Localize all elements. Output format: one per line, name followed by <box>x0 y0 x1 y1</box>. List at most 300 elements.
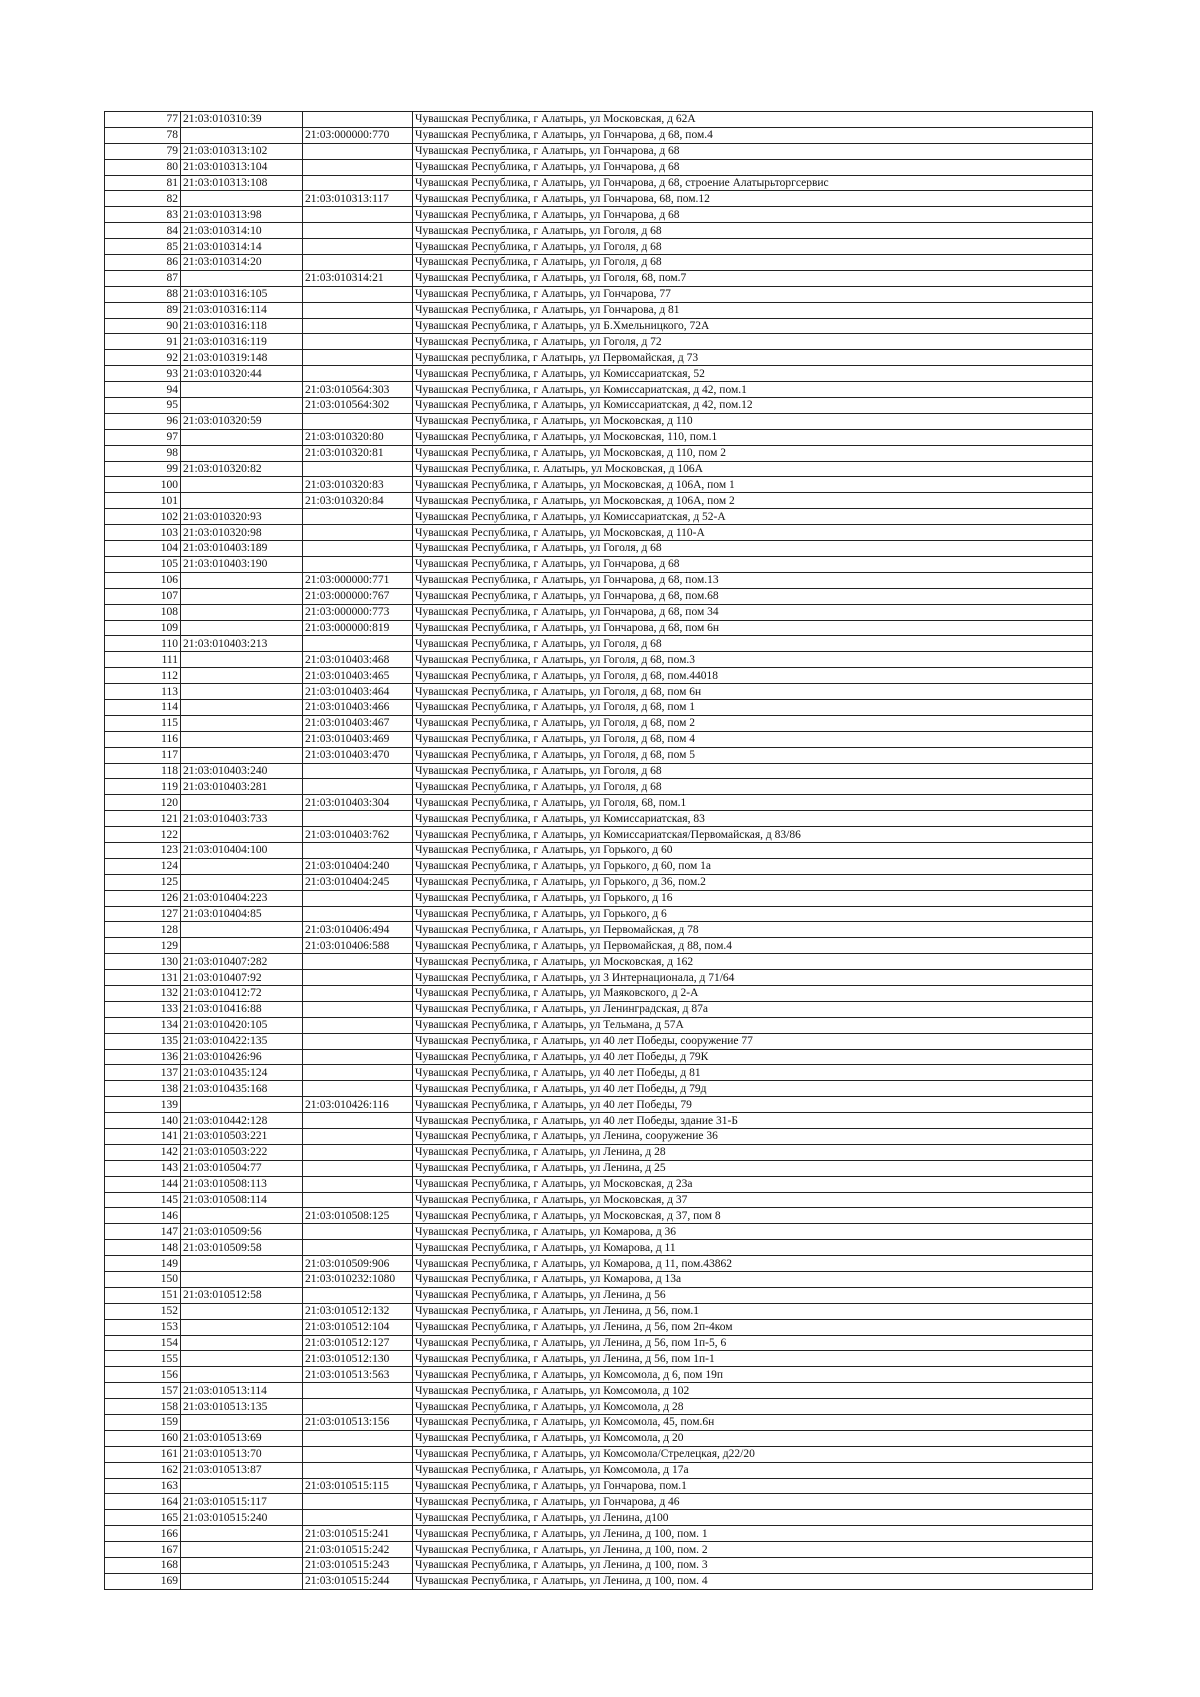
table-row <box>105 1065 1093 1081</box>
table-row <box>105 1430 1093 1446</box>
row-number: 120 <box>105 795 181 811</box>
table-row <box>105 413 1093 429</box>
table-row <box>105 239 1093 255</box>
row-number: 127 <box>105 906 181 922</box>
address-cell: Чувашская Республика, г Алатырь, ул Ленина, сооружение 36 <box>413 1129 1093 1145</box>
row-number: 84 <box>105 223 181 239</box>
address-cell: Чувашская Республика, г Алатырь, ул Комсомола/Стрелецкая, д22/20 <box>413 1446 1093 1462</box>
table-row <box>105 842 1093 858</box>
row-number: 138 <box>105 1081 181 1097</box>
cadastral-number <box>181 1319 303 1335</box>
parent-cadastral-number <box>303 556 413 572</box>
address-cell: Чувашская Республика, г Алатырь, ул Московская, д 110-А <box>413 525 1093 541</box>
address-cell: Чувашская Республика, г Алатырь, ул Горького, д 6 <box>413 906 1093 922</box>
address-cell: Чувашская Республика, г Алатырь, ул Гончарова, пом.1 <box>413 1478 1093 1494</box>
table-row <box>105 954 1093 970</box>
table-row <box>105 127 1093 143</box>
row-number: 168 <box>105 1558 181 1574</box>
address-cell: Чувашская Республика, г Алатырь, ул Горького, д 16 <box>413 890 1093 906</box>
parent-cadastral-number <box>303 954 413 970</box>
row-number: 121 <box>105 811 181 827</box>
table-row <box>105 1303 1093 1319</box>
parent-cadastral-number <box>303 1462 413 1478</box>
parent-cadastral-number: 21:03:010403:762 <box>303 827 413 843</box>
table-row <box>105 1351 1093 1367</box>
row-number: 109 <box>105 620 181 636</box>
table-row <box>105 668 1093 684</box>
cadastral-number: 21:03:010320:44 <box>181 366 303 382</box>
table-row <box>105 1208 1093 1224</box>
address-cell: Чувашская Республика, г Алатырь, ул Московская, 110, пом.1 <box>413 429 1093 445</box>
table-row <box>105 747 1093 763</box>
table-row <box>105 985 1093 1001</box>
address-cell: Чувашская Республика, г Алатырь, ул Ленина, д 25 <box>413 1160 1093 1176</box>
cadastral-number <box>181 684 303 700</box>
address-cell: Чувашская Республика, г Алатырь, ул Первомайская, д 78 <box>413 922 1093 938</box>
row-number: 140 <box>105 1113 181 1129</box>
parent-cadastral-number <box>303 1224 413 1240</box>
row-number: 115 <box>105 715 181 731</box>
cadastral-number <box>181 1478 303 1494</box>
parent-cadastral-number <box>303 1113 413 1129</box>
cadastral-number <box>181 1415 303 1431</box>
row-number: 162 <box>105 1462 181 1478</box>
address-cell: Чувашская Республика, г Алатырь, ул Комсомола, д 20 <box>413 1430 1093 1446</box>
parent-cadastral-number <box>303 509 413 525</box>
cadastral-number <box>181 127 303 143</box>
cadastral-number <box>181 477 303 493</box>
parent-cadastral-number: 21:03:010512:130 <box>303 1351 413 1367</box>
parent-cadastral-number: 21:03:010403:470 <box>303 747 413 763</box>
address-cell: Чувашская Республика, г Алатырь, ул Б.Хмельницкого, 72А <box>413 318 1093 334</box>
table-row <box>105 382 1093 398</box>
row-number: 87 <box>105 270 181 286</box>
cadastral-number <box>181 1335 303 1351</box>
cadastral-number: 21:03:010320:82 <box>181 461 303 477</box>
row-number: 99 <box>105 461 181 477</box>
row-number: 108 <box>105 604 181 620</box>
address-cell: Чувашская Республика, г Алатырь, ул Московская, д 106А, пом 1 <box>413 477 1093 493</box>
parent-cadastral-number <box>303 1081 413 1097</box>
row-number: 156 <box>105 1367 181 1383</box>
cadastral-number: 21:03:010403:733 <box>181 811 303 827</box>
parent-cadastral-number: 21:03:010508:125 <box>303 1208 413 1224</box>
table-row <box>105 1462 1093 1478</box>
table-row <box>105 429 1093 445</box>
parent-cadastral-number: 21:03:010320:83 <box>303 477 413 493</box>
table-row <box>105 1144 1093 1160</box>
address-cell: Чувашская Республика, г Алатырь, ул Гоголя, д 68, пом.3 <box>413 652 1093 668</box>
address-cell: Чувашская Республика, г Алатырь, ул Гончарова, д 81 <box>413 302 1093 318</box>
row-number: 152 <box>105 1303 181 1319</box>
cadastral-number <box>181 922 303 938</box>
cadastral-number: 21:03:010513:69 <box>181 1430 303 1446</box>
cadastral-number: 21:03:010513:87 <box>181 1462 303 1478</box>
table-row <box>105 255 1093 271</box>
address-cell: Чувашская Республика, г Алатырь, ул Ленина, д 56, пом.1 <box>413 1303 1093 1319</box>
table-row <box>105 1272 1093 1288</box>
cadastral-number: 21:03:010316:119 <box>181 334 303 350</box>
cadastral-number <box>181 398 303 414</box>
address-cell: Чувашская Республика, г Алатырь, ул Комсомола, д 17а <box>413 1462 1093 1478</box>
cadastral-number <box>181 858 303 874</box>
table-row <box>105 191 1093 207</box>
table-row <box>105 795 1093 811</box>
row-number: 151 <box>105 1287 181 1303</box>
cadastral-number: 21:03:010403:189 <box>181 541 303 557</box>
parent-cadastral-number: 21:03:010513:563 <box>303 1367 413 1383</box>
cadastral-number: 21:03:010320:98 <box>181 525 303 541</box>
cadastral-number: 21:03:010513:135 <box>181 1399 303 1415</box>
parent-cadastral-number <box>303 366 413 382</box>
table-row <box>105 350 1093 366</box>
cadastral-number <box>181 938 303 954</box>
table-row <box>105 159 1093 175</box>
cadastral-number: 21:03:010404:100 <box>181 842 303 858</box>
table-row <box>105 1510 1093 1526</box>
address-cell: Чувашская Республика, г Алатырь, ул Горького, д 36, пом.2 <box>413 874 1093 890</box>
cadastral-number: 21:03:010508:113 <box>181 1176 303 1192</box>
cadastral-number: 21:03:010508:114 <box>181 1192 303 1208</box>
parent-cadastral-number <box>303 890 413 906</box>
address-cell: Чувашская Республика, г Алатырь, ул Московская, д 110 <box>413 413 1093 429</box>
row-number: 107 <box>105 588 181 604</box>
table-row <box>105 922 1093 938</box>
parent-cadastral-number <box>303 1129 413 1145</box>
parent-cadastral-number: 21:03:010404:245 <box>303 874 413 890</box>
table-row <box>105 636 1093 652</box>
row-number: 91 <box>105 334 181 350</box>
address-cell: Чувашская Республика, г Алатырь, ул Комиссариатская, д 42, пом.1 <box>413 382 1093 398</box>
address-cell: Чувашская Республика, г Алатырь, ул 40 лет Победы, 79 <box>413 1097 1093 1113</box>
parent-cadastral-number <box>303 970 413 986</box>
parent-cadastral-number: 21:03:010403:466 <box>303 699 413 715</box>
address-cell: Чувашская Республика, г Алатырь, ул Комиссариатская, 83 <box>413 811 1093 827</box>
cadastral-number: 21:03:010313:104 <box>181 159 303 175</box>
table-row <box>105 1478 1093 1494</box>
cadastral-number <box>181 1542 303 1558</box>
row-number: 86 <box>105 255 181 271</box>
table-row <box>105 541 1093 557</box>
parent-cadastral-number <box>303 842 413 858</box>
property-registry-table <box>104 111 1093 1590</box>
cadastral-number <box>181 1351 303 1367</box>
parent-cadastral-number <box>303 1430 413 1446</box>
cadastral-number <box>181 652 303 668</box>
parent-cadastral-number: 21:03:010515:241 <box>303 1526 413 1542</box>
address-cell: Чувашская Республика, г Алатырь, ул Комсомола, д 102 <box>413 1383 1093 1399</box>
cadastral-number <box>181 747 303 763</box>
parent-cadastral-number <box>303 763 413 779</box>
table-row <box>105 1415 1093 1431</box>
address-cell: Чувашская Республика, г Алатырь, ул Ленина, д 100, пом. 4 <box>413 1573 1093 1589</box>
table-row <box>105 699 1093 715</box>
parent-cadastral-number: 21:03:000000:767 <box>303 588 413 604</box>
row-number: 118 <box>105 763 181 779</box>
row-number: 97 <box>105 429 181 445</box>
row-number: 164 <box>105 1494 181 1510</box>
parent-cadastral-number: 21:03:010406:494 <box>303 922 413 938</box>
address-cell: Чувашская Республика, г Алатырь, ул Ленина, д 56, пом 2п-4ком <box>413 1319 1093 1335</box>
address-cell: Чувашская Республика, г Алатырь, ул Гончарова, д 68 <box>413 556 1093 572</box>
parent-cadastral-number: 21:03:010564:303 <box>303 382 413 398</box>
row-number: 144 <box>105 1176 181 1192</box>
address-cell: Чувашская Республика, г Алатырь, ул Комсомола, д 28 <box>413 1399 1093 1415</box>
table-row <box>105 572 1093 588</box>
row-number: 81 <box>105 175 181 191</box>
parent-cadastral-number: 21:03:010512:104 <box>303 1319 413 1335</box>
cadastral-number: 21:03:010403:190 <box>181 556 303 572</box>
address-cell: Чувашская Республика, г Алатырь, ул Маяковского, д 2-А <box>413 985 1093 1001</box>
table-row <box>105 270 1093 286</box>
cadastral-number: 21:03:010314:10 <box>181 223 303 239</box>
parent-cadastral-number: 21:03:010403:465 <box>303 668 413 684</box>
table-row <box>105 1335 1093 1351</box>
parent-cadastral-number <box>303 1176 413 1192</box>
row-number: 116 <box>105 731 181 747</box>
cadastral-number <box>181 1558 303 1574</box>
row-number: 155 <box>105 1351 181 1367</box>
row-number: 157 <box>105 1383 181 1399</box>
cadastral-number: 21:03:010513:70 <box>181 1446 303 1462</box>
cadastral-number <box>181 604 303 620</box>
table-row <box>105 334 1093 350</box>
parent-cadastral-number: 21:03:000000:773 <box>303 604 413 620</box>
row-number: 122 <box>105 827 181 843</box>
table-row <box>105 1113 1093 1129</box>
table-row <box>105 398 1093 414</box>
cadastral-number: 21:03:010313:102 <box>181 143 303 159</box>
row-number: 165 <box>105 1510 181 1526</box>
address-cell: Чувашская Республика, г Алатырь, ул 40 лет Победы, д 81 <box>413 1065 1093 1081</box>
cadastral-number <box>181 588 303 604</box>
table-row <box>105 1224 1093 1240</box>
table-row <box>105 112 1093 128</box>
row-number: 92 <box>105 350 181 366</box>
cadastral-number: 21:03:010503:221 <box>181 1129 303 1145</box>
row-number: 113 <box>105 684 181 700</box>
table-row <box>105 620 1093 636</box>
cadastral-number: 21:03:010404:223 <box>181 890 303 906</box>
address-cell: Чувашская Республика, г Алатырь, ул Московская, д 37 <box>413 1192 1093 1208</box>
table-row <box>105 1240 1093 1256</box>
table-row <box>105 1399 1093 1415</box>
cadastral-number <box>181 1367 303 1383</box>
cadastral-number <box>181 1097 303 1113</box>
table-row <box>105 827 1093 843</box>
address-cell: Чувашская Республика, г Алатырь, ул Гоголя, д 68 <box>413 223 1093 239</box>
table-row <box>105 477 1093 493</box>
address-cell: Чувашская Республика, г Алатырь, ул Гоголя, д 68 <box>413 541 1093 557</box>
row-number: 145 <box>105 1192 181 1208</box>
parent-cadastral-number: 21:03:010515:242 <box>303 1542 413 1558</box>
row-number: 112 <box>105 668 181 684</box>
address-cell: Чувашская Республика, г Алатырь, ул Ленина, д 56, пом 1п-1 <box>413 1351 1093 1367</box>
address-cell: Чувашская Республика, г Алатырь, ул Гоголя, д 68, пом 5 <box>413 747 1093 763</box>
parent-cadastral-number <box>303 302 413 318</box>
table-row <box>105 493 1093 509</box>
table-row <box>105 143 1093 159</box>
row-number: 100 <box>105 477 181 493</box>
address-cell: Чувашская Республика, г Алатырь, ул Гоголя, д 68 <box>413 239 1093 255</box>
parent-cadastral-number <box>303 175 413 191</box>
address-cell: Чувашская Республика, г Алатырь, ул Гончарова, д 68, пом 34 <box>413 604 1093 620</box>
row-number: 128 <box>105 922 181 938</box>
row-number: 106 <box>105 572 181 588</box>
address-cell: Чувашская Республика, г. Алатырь, ул Московская, д 106А <box>413 461 1093 477</box>
cadastral-number <box>181 699 303 715</box>
parent-cadastral-number <box>303 779 413 795</box>
parent-cadastral-number <box>303 1446 413 1462</box>
row-number: 82 <box>105 191 181 207</box>
address-cell: Чувашская Республика, г Алатырь, ул Ленина, д 100, пом. 2 <box>413 1542 1093 1558</box>
cadastral-number <box>181 429 303 445</box>
row-number: 95 <box>105 398 181 414</box>
address-cell: Чувашская Республика, г Алатырь, ул Гоголя, 68, пом.7 <box>413 270 1093 286</box>
table-row <box>105 715 1093 731</box>
parent-cadastral-number <box>303 334 413 350</box>
cadastral-number <box>181 715 303 731</box>
row-number: 125 <box>105 874 181 890</box>
cadastral-number <box>181 1573 303 1589</box>
address-cell: Чувашская Республика, г Алатырь, ул Горького, д 60 <box>413 842 1093 858</box>
row-number: 102 <box>105 509 181 525</box>
address-cell: Чувашская Республика, г Алатырь, ул Гоголя, д 68, пом.44018 <box>413 668 1093 684</box>
table-row <box>105 556 1093 572</box>
row-number: 117 <box>105 747 181 763</box>
row-number: 88 <box>105 286 181 302</box>
row-number: 103 <box>105 525 181 541</box>
table-row <box>105 1129 1093 1145</box>
cadastral-number: 21:03:010509:58 <box>181 1240 303 1256</box>
address-cell: Чувашская Республика, г Алатырь, ул Гончарова, д 68, пом.4 <box>413 127 1093 143</box>
address-cell: Чувашская Республика, г Алатырь, ул Комсомола, д 6, пом 19п <box>413 1367 1093 1383</box>
table-row <box>105 874 1093 890</box>
address-cell: Чувашская Республика, г Алатырь, ул Гоголя, 68, пом.1 <box>413 795 1093 811</box>
parent-cadastral-number: 21:03:010232:1080 <box>303 1272 413 1288</box>
row-number: 110 <box>105 636 181 652</box>
address-cell: Чувашская Республика, г Алатырь, ул Гончарова, д 68, строение Алатырьторгсервис <box>413 175 1093 191</box>
cadastral-number: 21:03:010320:93 <box>181 509 303 525</box>
table-row <box>105 1160 1093 1176</box>
cadastral-number: 21:03:010416:88 <box>181 1001 303 1017</box>
row-number: 96 <box>105 413 181 429</box>
cadastral-number: 21:03:010319:148 <box>181 350 303 366</box>
parent-cadastral-number <box>303 1240 413 1256</box>
cadastral-number <box>181 382 303 398</box>
parent-cadastral-number <box>303 1399 413 1415</box>
table-row <box>105 1494 1093 1510</box>
table-row <box>105 779 1093 795</box>
address-cell: Чувашская Республика, г Алатырь, ул Ленина, д 56 <box>413 1287 1093 1303</box>
cadastral-number: 21:03:010310:39 <box>181 112 303 128</box>
cadastral-number: 21:03:010504:77 <box>181 1160 303 1176</box>
row-number: 79 <box>105 143 181 159</box>
row-number: 129 <box>105 938 181 954</box>
cadastral-number <box>181 1208 303 1224</box>
row-number: 153 <box>105 1319 181 1335</box>
row-number: 131 <box>105 970 181 986</box>
parent-cadastral-number: 21:03:010406:588 <box>303 938 413 954</box>
cadastral-number: 21:03:010403:281 <box>181 779 303 795</box>
parent-cadastral-number <box>303 541 413 557</box>
cadastral-number: 21:03:010422:135 <box>181 1033 303 1049</box>
cadastral-number <box>181 620 303 636</box>
cadastral-number: 21:03:010503:222 <box>181 1144 303 1160</box>
parent-cadastral-number <box>303 1383 413 1399</box>
cadastral-number: 21:03:010313:98 <box>181 207 303 223</box>
address-cell: Чувашская Республика, г Алатырь, ул Гончарова, 68, пом.12 <box>413 191 1093 207</box>
table-row <box>105 906 1093 922</box>
row-number: 161 <box>105 1446 181 1462</box>
parent-cadastral-number <box>303 1017 413 1033</box>
cadastral-number: 21:03:010314:14 <box>181 239 303 255</box>
parent-cadastral-number <box>303 1160 413 1176</box>
parent-cadastral-number: 21:03:010512:132 <box>303 1303 413 1319</box>
row-number: 166 <box>105 1526 181 1542</box>
cadastral-number <box>181 668 303 684</box>
parent-cadastral-number <box>303 525 413 541</box>
address-cell: Чувашская Республика, г Алатырь, ул Московская, д 37, пом 8 <box>413 1208 1093 1224</box>
parent-cadastral-number <box>303 112 413 128</box>
parent-cadastral-number: 21:03:010564:302 <box>303 398 413 414</box>
address-cell: Чувашская Республика, г Алатырь, ул Комарова, д 13а <box>413 1272 1093 1288</box>
address-cell: Чувашская Республика, г Алатырь, ул Гончарова, д 68, пом.13 <box>413 572 1093 588</box>
parent-cadastral-number <box>303 143 413 159</box>
address-cell: Чувашская Республика, г Алатырь, ул Ленина, д 100, пом. 1 <box>413 1526 1093 1542</box>
row-number: 150 <box>105 1272 181 1288</box>
cadastral-number: 21:03:010509:56 <box>181 1224 303 1240</box>
parent-cadastral-number <box>303 1065 413 1081</box>
table-row <box>105 652 1093 668</box>
row-number: 89 <box>105 302 181 318</box>
address-cell: Чувашская Республика, г Алатырь, ул Гончарова, д 68, пом 6н <box>413 620 1093 636</box>
row-number: 101 <box>105 493 181 509</box>
row-number: 146 <box>105 1208 181 1224</box>
cadastral-number <box>181 1303 303 1319</box>
cadastral-number: 21:03:010314:20 <box>181 255 303 271</box>
table-row <box>105 286 1093 302</box>
parent-cadastral-number <box>303 1049 413 1065</box>
row-number: 126 <box>105 890 181 906</box>
cadastral-number <box>181 1272 303 1288</box>
address-cell: Чувашская Республика, г Алатырь, ул Гоголя, д 68 <box>413 763 1093 779</box>
table-row <box>105 1017 1093 1033</box>
address-cell: Чувашская Республика, г Алатырь, ул Гоголя, д 72 <box>413 334 1093 350</box>
table-row <box>105 890 1093 906</box>
address-cell: Чувашская Республика, г Алатырь, ул Ленина, д100 <box>413 1510 1093 1526</box>
parent-cadastral-number <box>303 413 413 429</box>
row-number: 137 <box>105 1065 181 1081</box>
cadastral-number: 21:03:010420:105 <box>181 1017 303 1033</box>
parent-cadastral-number <box>303 906 413 922</box>
address-cell: Чувашская Республика, г Алатырь, ул Комиссариатская, д 42, пом.12 <box>413 398 1093 414</box>
address-cell: Чувашская Республика, г Алатырь, ул Гоголя, д 68, пом 6н <box>413 684 1093 700</box>
table-row <box>105 525 1093 541</box>
parent-cadastral-number: 21:03:010403:464 <box>303 684 413 700</box>
address-cell: Чувашская Республика, г Алатырь, ул Комарова, д 36 <box>413 1224 1093 1240</box>
cadastral-number: 21:03:010407:282 <box>181 954 303 970</box>
address-cell: Чувашская Республика, г Алатырь, ул Московская, д 62А <box>413 112 1093 128</box>
cadastral-number: 21:03:010435:124 <box>181 1065 303 1081</box>
table-row <box>105 1081 1093 1097</box>
parent-cadastral-number <box>303 223 413 239</box>
cadastral-number: 21:03:010435:168 <box>181 1081 303 1097</box>
row-number: 167 <box>105 1542 181 1558</box>
parent-cadastral-number: 21:03:010320:84 <box>303 493 413 509</box>
parent-cadastral-number <box>303 1494 413 1510</box>
table-row <box>105 1383 1093 1399</box>
